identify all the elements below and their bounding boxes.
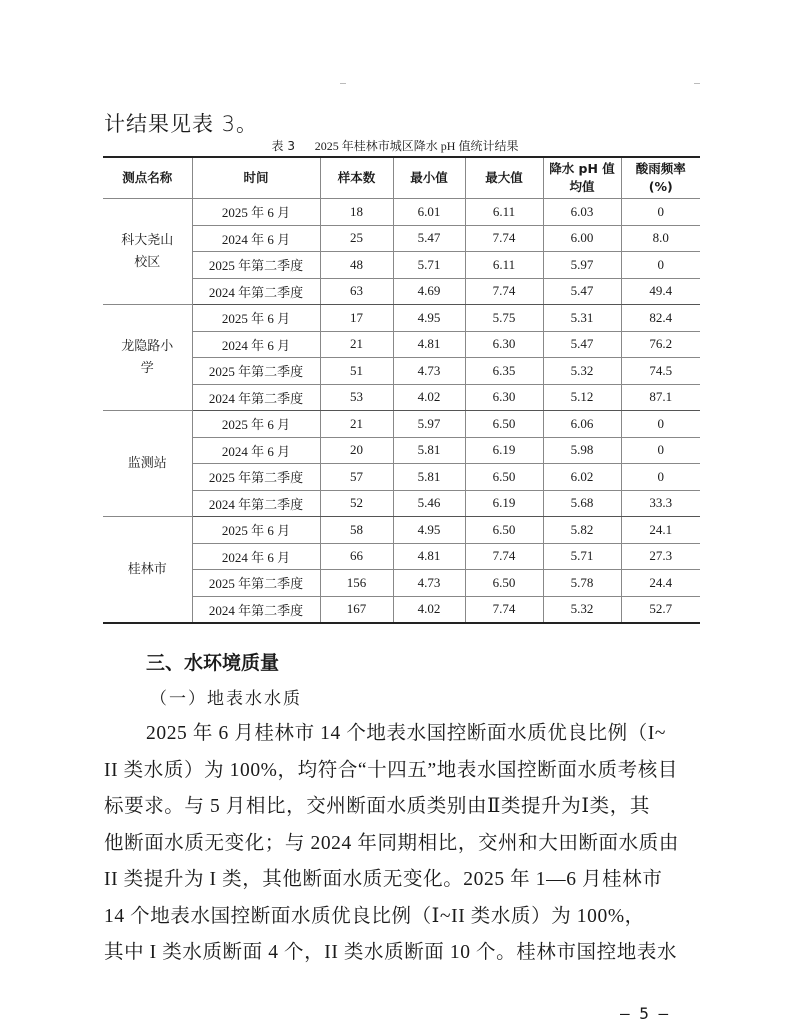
header-site: 测点名称: [103, 157, 192, 199]
cell-mean: 5.32: [543, 358, 621, 385]
cell-mean: 6.06: [543, 411, 621, 438]
table-row: [103, 252, 700, 279]
cell-max: 7.74: [465, 225, 543, 252]
cell-min: 4.02: [393, 596, 465, 623]
cell-acid-rain-frequency: 24.1: [621, 517, 700, 544]
header-min: 最小值: [393, 157, 465, 199]
cell-max: 7.74: [465, 596, 543, 623]
table-row: [103, 199, 700, 226]
header-freq-line2: (%): [648, 179, 673, 194]
cell-min: 4.02: [393, 384, 465, 411]
cell-acid-rain-frequency: 49.4: [621, 278, 700, 305]
cell-mean: 5.78: [543, 570, 621, 597]
table-row: [103, 464, 700, 491]
cell-min: 4.95: [393, 305, 465, 332]
cell-acid-rain-frequency: 87.1: [621, 384, 700, 411]
table-row: [103, 517, 700, 544]
cell-samples: 25: [320, 225, 393, 252]
cell-min: 4.73: [393, 570, 465, 597]
cell-time: 2025 年 6 月: [192, 517, 320, 544]
cell-mean: 5.12: [543, 384, 621, 411]
cell-min: 5.47: [393, 225, 465, 252]
cell-mean: 5.47: [543, 278, 621, 305]
cell-time: 2024 年第二季度: [192, 384, 320, 411]
cell-max: 5.75: [465, 305, 543, 332]
cell-min: 5.71: [393, 252, 465, 279]
cell-samples: 21: [320, 331, 393, 358]
table-row: [103, 305, 700, 332]
cell-mean: 6.02: [543, 464, 621, 491]
cell-min: 5.81: [393, 464, 465, 491]
cell-min: 5.81: [393, 437, 465, 464]
cell-mean: 6.03: [543, 199, 621, 226]
site-name-line2: 校区: [134, 254, 161, 270]
cell-samples: 51: [320, 358, 393, 385]
cell-acid-rain-frequency: 52.7: [621, 596, 700, 623]
cell-max: 6.50: [465, 570, 543, 597]
cell-time: 2024 年 6 月: [192, 543, 320, 570]
cell-max: 6.50: [465, 464, 543, 491]
cell-samples: 66: [320, 543, 393, 570]
cell-min: 4.69: [393, 278, 465, 305]
table-row: [103, 437, 700, 464]
header-mean: [543, 157, 621, 199]
cell-acid-rain-frequency: 8.0: [621, 225, 700, 252]
site-name-line1: 桂林市: [127, 561, 167, 577]
cell-acid-rain-frequency: 74.5: [621, 358, 700, 385]
subsection-heading: （一）地表水水质: [150, 689, 302, 709]
cell-max: 6.11: [465, 252, 543, 279]
cell-time: 2025 年 6 月: [192, 199, 320, 226]
table-row: [103, 490, 700, 517]
cell-samples: 18: [320, 199, 393, 226]
scan-mark: [694, 83, 700, 84]
cell-max: 6.30: [465, 331, 543, 358]
cell-max: 6.50: [465, 411, 543, 438]
body-paragraph: [104, 716, 704, 972]
cell-samples: 57: [320, 464, 393, 491]
cell-acid-rain-frequency: 0: [621, 437, 700, 464]
paragraph-line: 他断面水质无变化；与 2024 年同期相比，交州和大田断面水质由: [104, 832, 679, 854]
section-heading: 三、水环境质量: [146, 652, 280, 674]
cell-min: 6.01: [393, 199, 465, 226]
cell-acid-rain-frequency: 24.4: [621, 570, 700, 597]
cell-acid-rain-frequency: 0: [621, 411, 700, 438]
header-max: 最大值: [465, 157, 543, 199]
paragraph-line: II 类水质）为 100%，均符合“十四五”地表水国控断面水质考核目: [104, 759, 678, 781]
cell-mean: 5.97: [543, 252, 621, 279]
cell-time: 2025 年第二季度: [192, 252, 320, 279]
cell-acid-rain-frequency: 0: [621, 252, 700, 279]
header-freq-line1: 酸雨频率: [635, 161, 686, 176]
table-caption: [0, 137, 790, 154]
site-name-line1: 科大尧山: [121, 232, 174, 248]
cell-time: 2024 年第二季度: [192, 596, 320, 623]
table-row: [103, 384, 700, 411]
cell-mean: 5.98: [543, 437, 621, 464]
cell-samples: 58: [320, 517, 393, 544]
cell-min: 4.95: [393, 517, 465, 544]
table-row: [103, 543, 700, 570]
paragraph-line: 其中 I 类水质断面 4 个，II 类水质断面 10 个。桂林市国控地表水: [104, 942, 678, 963]
cell-acid-rain-frequency: 82.4: [621, 305, 700, 332]
cell-acid-rain-frequency: 76.2: [621, 331, 700, 358]
cell-site-name: [103, 199, 192, 305]
site-name-line2: 学: [140, 360, 154, 376]
cell-mean: 5.82: [543, 517, 621, 544]
cell-max: 7.74: [465, 278, 543, 305]
table-body: [103, 199, 700, 624]
cell-mean: 5.47: [543, 331, 621, 358]
cell-time: 2024 年 6 月: [192, 225, 320, 252]
intro-text: 计结果见表 3。: [104, 112, 259, 136]
cell-time: 2024 年第二季度: [192, 278, 320, 305]
cell-time: 2025 年 6 月: [192, 305, 320, 332]
cell-max: 6.11: [465, 199, 543, 226]
cell-time: 2025 年第二季度: [192, 358, 320, 385]
cell-min: 4.73: [393, 358, 465, 385]
cell-min: 5.46: [393, 490, 465, 517]
cell-mean: 6.00: [543, 225, 621, 252]
cell-samples: 53: [320, 384, 393, 411]
table-caption-number: 表 3: [271, 139, 295, 153]
cell-mean: 5.68: [543, 490, 621, 517]
table-row: [103, 331, 700, 358]
paragraph-line: 14 个地表水国控断面水质优良比例（Ⅰ~II 类水质）为 100%，: [104, 905, 645, 927]
cell-time: 2025 年第二季度: [192, 570, 320, 597]
site-name-line1: 监测站: [127, 455, 167, 471]
cell-samples: 20: [320, 437, 393, 464]
cell-min: 4.81: [393, 543, 465, 570]
cell-samples: 156: [320, 570, 393, 597]
cell-max: 6.35: [465, 358, 543, 385]
cell-acid-rain-frequency: 0: [621, 199, 700, 226]
cell-max: 6.19: [465, 437, 543, 464]
cell-min: 4.81: [393, 331, 465, 358]
table-row: [103, 570, 700, 597]
cell-samples: 17: [320, 305, 393, 332]
cell-acid-rain-frequency: 0: [621, 464, 700, 491]
cell-samples: 167: [320, 596, 393, 623]
cell-time: 2024 年第二季度: [192, 490, 320, 517]
cell-mean: 5.32: [543, 596, 621, 623]
header-mean-line1: 降水 pH 值: [549, 161, 615, 176]
table-caption-title: 2025 年桂林市城区降水 pH 值统计结果: [314, 139, 519, 153]
table-row: [103, 225, 700, 252]
page-number: — 5 —: [620, 1004, 669, 1023]
table-row: [103, 358, 700, 385]
table-row: [103, 411, 700, 438]
cell-samples: 52: [320, 490, 393, 517]
cell-samples: 48: [320, 252, 393, 279]
paragraph-line: II 类提升为 I 类，其他断面水质无变化。2025 年 1—6 月桂林市: [104, 869, 663, 890]
cell-max: 6.19: [465, 490, 543, 517]
cell-min: 5.97: [393, 411, 465, 438]
cell-max: 6.30: [465, 384, 543, 411]
cell-max: 7.74: [465, 543, 543, 570]
cell-time: 2024 年 6 月: [192, 437, 320, 464]
header-mean-line2: 均值: [569, 179, 595, 194]
table-header-row: [103, 157, 700, 199]
cell-samples: 21: [320, 411, 393, 438]
header-acid-rain-frequency: [621, 157, 700, 199]
cell-mean: 5.71: [543, 543, 621, 570]
cell-site-name: [103, 411, 192, 517]
cell-max: 6.50: [465, 517, 543, 544]
site-name-line1: 龙隐路小: [121, 338, 174, 354]
cell-time: 2024 年 6 月: [192, 331, 320, 358]
cell-acid-rain-frequency: 33.3: [621, 490, 700, 517]
cell-site-name: [103, 517, 192, 624]
header-time: 时间: [192, 157, 320, 199]
cell-acid-rain-frequency: 27.3: [621, 543, 700, 570]
paragraph-line: 2025 年 6 月桂林市 14 个地表水国控断面水质优良比例（I~: [146, 723, 667, 744]
cell-samples: 63: [320, 278, 393, 305]
cell-mean: 5.31: [543, 305, 621, 332]
table-row: [103, 278, 700, 305]
cell-site-name: [103, 305, 192, 411]
table-row: [103, 596, 700, 623]
scan-mark: [340, 83, 346, 84]
ph-statistics-table: [103, 156, 700, 624]
cell-time: 2025 年第二季度: [192, 464, 320, 491]
paragraph-line: 标要求。与 5 月相比，交州断面水质类别由Ⅱ类提升为Ⅰ类，其: [104, 796, 650, 817]
header-samples: 样本数: [320, 157, 393, 199]
cell-time: 2025 年 6 月: [192, 411, 320, 438]
